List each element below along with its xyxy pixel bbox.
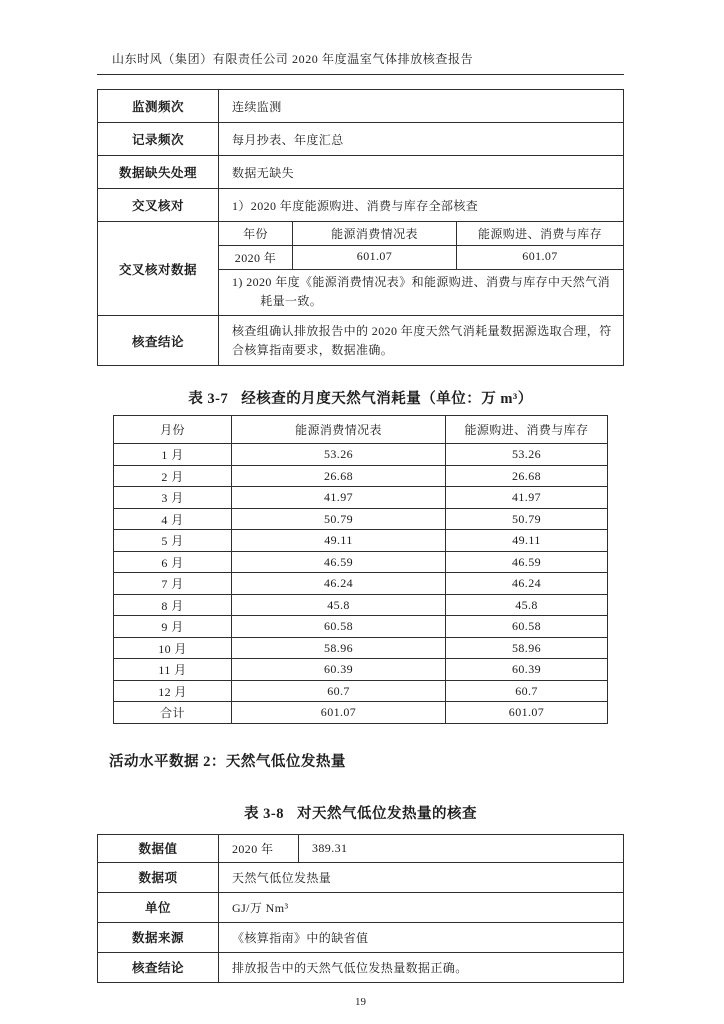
nested-col-header: 能源消费情况表 <box>293 222 457 246</box>
cross-check-nested-table <box>219 222 624 316</box>
table-title-text: 经核查的月度天然气消耗量（单位：万 m³） <box>241 391 533 408</box>
table-row <box>114 551 608 573</box>
running-header <box>97 50 624 75</box>
row-value: 核查组确认排放报告中的 2020 年度天然气消耗量数据源选取合理，符合核算指南要求，数据准确。 <box>219 316 624 366</box>
value-cell: 60.7 <box>446 680 608 702</box>
table-3-7-container <box>97 408 624 724</box>
value-cell: 46.59 <box>232 551 446 573</box>
table-row <box>98 90 624 123</box>
value-cell: 50.79 <box>232 508 446 530</box>
value-cell: 58.96 <box>232 637 446 659</box>
section-heading-activity-data-2: 活动水平数据 2：天然气低位发热量 <box>109 753 346 770</box>
nested-cell-value: 601.07 <box>457 246 623 270</box>
value-cell: 389.31 <box>299 834 624 862</box>
value-cell: 41.97 <box>232 487 446 509</box>
table-3-8-title <box>97 802 624 823</box>
nested-header-row <box>219 222 623 246</box>
row-label: 数据值 <box>98 834 219 862</box>
monthly-gas-consumption-table <box>113 415 608 724</box>
table-row <box>114 659 608 681</box>
value-cell: 41.97 <box>446 487 608 509</box>
value-cell: 60.58 <box>232 616 446 638</box>
table-row <box>114 465 608 487</box>
table-row <box>98 952 624 982</box>
nested-value-row <box>219 246 623 270</box>
table-row <box>114 573 608 595</box>
row-label: 核查结论 <box>98 316 219 366</box>
nested-col-header: 年份 <box>219 222 293 246</box>
row-label: 核查结论 <box>98 952 219 982</box>
running-header-title: 山东时风（集团）有限责任公司 2020 年度温室气体排放核查报告 <box>112 52 474 66</box>
total-label: 合计 <box>114 702 232 724</box>
row-value: 1）2020 年度能源购进、消费与库存全部核查 <box>219 189 624 222</box>
conclusion-row <box>98 316 624 366</box>
month-cell: 12 月 <box>114 680 232 702</box>
table-row <box>114 680 608 702</box>
row-value: 数据无缺失 <box>219 156 624 189</box>
month-cell: 5 月 <box>114 530 232 552</box>
month-cell: 2 月 <box>114 465 232 487</box>
row-value: 连续监测 <box>219 90 624 123</box>
row-label: 数据来源 <box>98 922 219 952</box>
value-cell: 58.96 <box>446 637 608 659</box>
month-cell: 6 月 <box>114 551 232 573</box>
table-header-row <box>114 416 608 444</box>
month-cell: 1 月 <box>114 444 232 466</box>
row-value: 排放报告中的天然气低位发热量数据正确。 <box>219 952 624 982</box>
row-value: 天然气低位发热量 <box>219 862 624 892</box>
row-label: 监测频次 <box>98 90 219 123</box>
page-content <box>97 50 624 1008</box>
value-cell: 53.26 <box>446 444 608 466</box>
total-value: 601.07 <box>446 702 608 724</box>
month-cell: 4 月 <box>114 508 232 530</box>
page-number: 19 <box>355 995 366 1008</box>
col-header-purchase: 能源购进、消费与库存 <box>446 416 608 444</box>
value-cell: 26.68 <box>446 465 608 487</box>
value-cell: 46.24 <box>446 573 608 595</box>
month-cell: 11 月 <box>114 659 232 681</box>
value-cell: 60.7 <box>232 680 446 702</box>
value-cell: 45.8 <box>446 594 608 616</box>
year-cell: 2020 年 <box>219 834 299 862</box>
total-value: 601.07 <box>232 702 446 724</box>
month-cell: 9 月 <box>114 616 232 638</box>
table-row <box>98 892 624 922</box>
heating-value-verification-table <box>97 834 624 983</box>
value-cell: 46.59 <box>446 551 608 573</box>
value-cell: 60.39 <box>232 659 446 681</box>
cross-check-note: 1) 2020 年度《能源消费情况表》和能源购进、消费与库存中天然气消耗量一致。 <box>232 275 610 308</box>
row-value: 每月抄表、年度汇总 <box>219 123 624 156</box>
table-row <box>98 834 624 862</box>
value-cell: 26.68 <box>232 465 446 487</box>
row-label: 交叉核对数据 <box>98 222 219 316</box>
table-row <box>114 508 608 530</box>
table-row <box>114 530 608 552</box>
monitoring-verification-table <box>97 89 624 366</box>
value-cell: 49.11 <box>446 530 608 552</box>
total-row <box>114 702 608 724</box>
col-header-month: 月份 <box>114 416 232 444</box>
row-label: 单位 <box>98 892 219 922</box>
table-row <box>114 444 608 466</box>
table-number: 表 3-7 <box>188 391 229 408</box>
row-value: GJ/万 Nm³ <box>219 892 624 922</box>
row-label: 数据项 <box>98 862 219 892</box>
row-value: 《核算指南》中的缺省值 <box>219 922 624 952</box>
month-cell: 7 月 <box>114 573 232 595</box>
table-row <box>98 922 624 952</box>
cross-check-data-row <box>98 222 624 316</box>
table-number: 表 3-8 <box>244 805 284 822</box>
value-cell: 53.26 <box>232 444 446 466</box>
table-row <box>114 616 608 638</box>
table-3-7-title <box>97 387 624 408</box>
nested-cell-value: 601.07 <box>293 246 457 270</box>
month-cell: 8 月 <box>114 594 232 616</box>
value-cell: 60.58 <box>446 616 608 638</box>
nested-col-header: 能源购进、消费与库存 <box>457 222 623 246</box>
table-row <box>98 189 624 222</box>
table-row <box>114 487 608 509</box>
value-cell: 45.8 <box>232 594 446 616</box>
table-row <box>98 862 624 892</box>
value-cell: 46.24 <box>232 573 446 595</box>
value-cell: 49.11 <box>232 530 446 552</box>
value-cell: 50.79 <box>446 508 608 530</box>
table-row <box>114 637 608 659</box>
month-cell: 10 月 <box>114 637 232 659</box>
table-row <box>114 594 608 616</box>
row-label: 交叉核对 <box>98 189 219 222</box>
nested-cell-year: 2020 年 <box>219 246 293 270</box>
row-label: 记录频次 <box>98 123 219 156</box>
col-header-consumption: 能源消费情况表 <box>232 416 446 444</box>
table-title-text: 对天然气低位发热量的核查 <box>296 805 477 822</box>
table-row <box>98 156 624 189</box>
table-row <box>98 123 624 156</box>
month-cell: 3 月 <box>114 487 232 509</box>
row-label: 数据缺失处理 <box>98 156 219 189</box>
value-cell: 60.39 <box>446 659 608 681</box>
